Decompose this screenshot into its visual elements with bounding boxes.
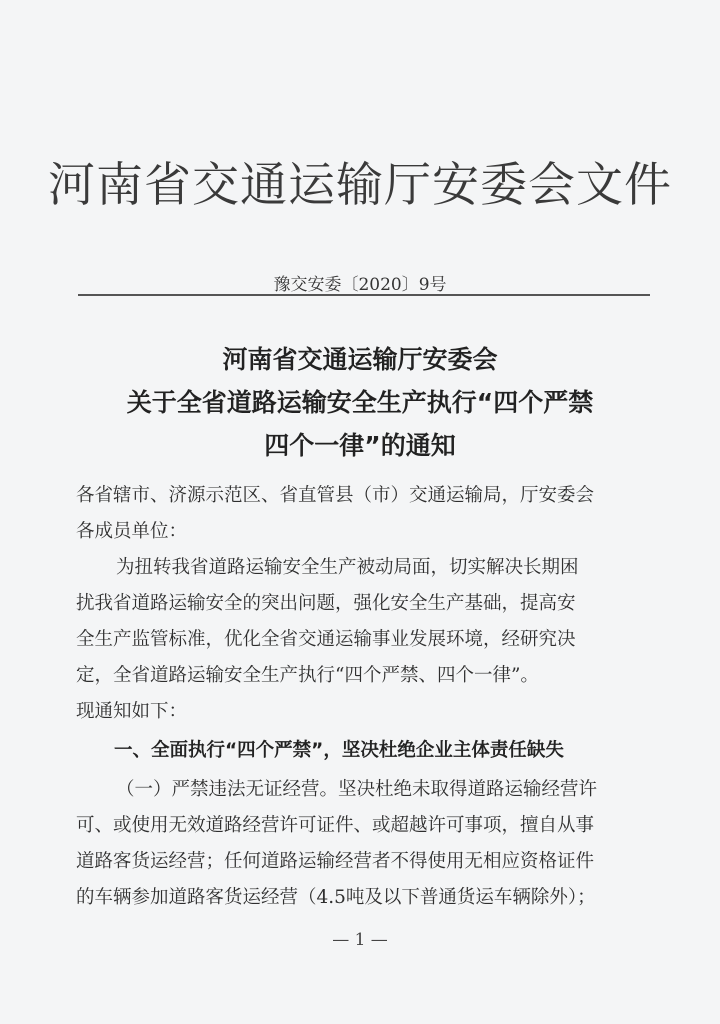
recipients-line: 各省辖市、济源示范区、省直管县（市）交通运输局，厅安委会 (76, 485, 595, 506)
paragraph-line: （一）严禁违法无证经营。坚决杜绝未取得道路运输经营许 (116, 779, 598, 800)
notice-title-line: 河南省交通运输厅安委会 (222, 345, 498, 374)
paragraph-line: 的车辆参加道路客货运经营（4.5吨及以下普通货运车辆除外）； (76, 887, 596, 908)
notice-title-line: 四个一律”的通知 (264, 431, 456, 460)
notice-title-line: 关于全省道路运输安全生产执行“四个严禁 (126, 388, 594, 417)
paragraph-line: 道路客货运经营；任何道路运输经营者不得使用无相应资格证件 (76, 851, 595, 872)
paragraph-line: 可、或使用无效道路经营许可证件、或超越许可事项，擅自从事 (76, 815, 595, 836)
paragraph-line: 全生产监管标准，优化全省交通运输事业发展环境，经研究决 (76, 629, 576, 650)
notice-title (0, 338, 720, 467)
document-number: 豫交安委〔2020〕9号 (273, 275, 447, 295)
header-divider (78, 294, 650, 296)
recipients (76, 478, 642, 550)
intro-paragraph (76, 550, 642, 730)
paragraph-line: 定，全省道路运输安全生产执行“四个严禁、四个一律”。 (76, 665, 539, 686)
paragraph-line: 扰我省道路运输安全的突出问题，强化安全生产基础，提高安 (76, 593, 576, 614)
section-item (76, 772, 642, 916)
paragraph-line: 为扭转我省道路运输安全生产被动局面，切实解决长期困 (116, 557, 579, 578)
issuer-header-title: 河南省交通运输厅安委会文件 (48, 158, 672, 213)
section-heading: 一、全面执行“四个严禁”，坚决杜绝企业主体责任缺失 (114, 740, 564, 761)
page-number: — 1 — (332, 930, 388, 950)
recipients-line: 各成员单位： (76, 521, 188, 542)
paragraph-line: 现通知如下： (76, 701, 188, 722)
